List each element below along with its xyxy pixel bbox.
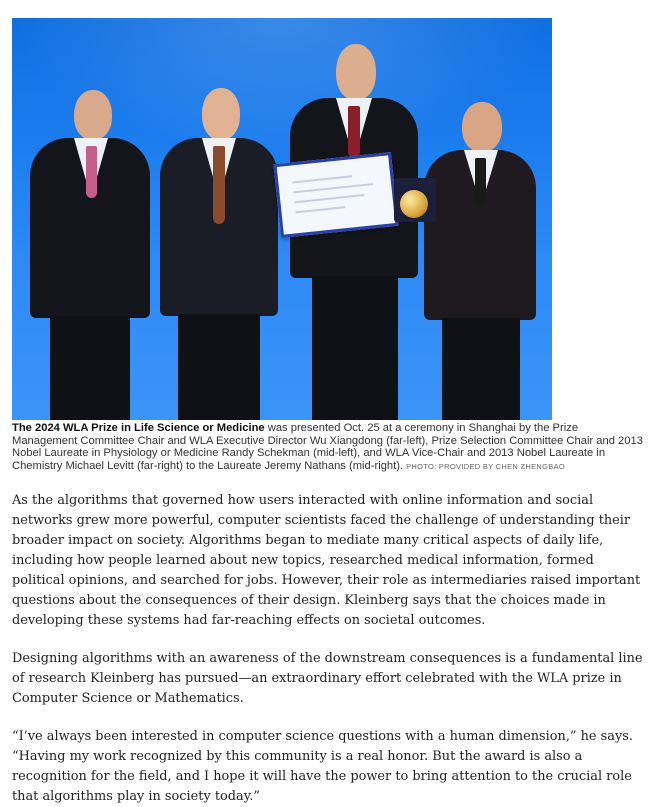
caption-bold: The 2024 WLA Prize in Life Science or Medicine xyxy=(12,422,265,434)
person-far-left xyxy=(30,90,150,420)
person-mid-left xyxy=(160,88,278,420)
medal xyxy=(400,190,428,218)
certificate xyxy=(273,152,398,238)
ceremony-photo xyxy=(12,18,552,420)
paragraph-1: As the algorithms that governed how users interacted with online information and social networks grew more powerful, computer scientists faced the challenge of understanding their broader impact on society. Algorithms began to mediate many critical aspects of daily life, including how people learned about new topics, researched medical information, formed political opinions, and searched for jobs. However, their role as intermediaries raised important questions about the consequences of their design. Kleinberg says that the choices made in developing these systems had far-reaching effects on societal outcomes. xyxy=(12,493,641,629)
paragraph-2: Designing algorithms with an awareness of the downstream consequences is a fundamental line of research Kleinberg has pursued—an extraordinary effort celebrated with the WLA prize in Computer Science or Mathematics. xyxy=(12,651,643,707)
article xyxy=(12,18,643,807)
photo-credit: PHOTO: PROVIDED BY CHEN ZHENGBAO xyxy=(406,461,566,471)
photo-figure xyxy=(12,18,643,473)
person-far-right xyxy=(424,102,536,420)
photo-caption xyxy=(12,422,643,473)
caption-text: was presented Oct. 25 at a ceremony in Shanghai by the Prize Management Committee Chair and WLA Executive Director Wu Xiangdong (far-left), Prize Selection Committee Chair and 2013 Nobel Laureate in Physiology or Medicine Randy Schekman (mid-left), and WLA Vice-Chair and 2013 Nobel Laureate in Chemistry Michael Levitt (far-right) to the Laureate Jeremy Nathans (mid-right). xyxy=(12,422,643,472)
paragraph-3: “I’ve always been interested in computer science questions with a human dimension,” he says. “Having my work recognized by this community is a real honor. But the award is also a recognition for the field, and I hope it will have the power to bring attention to the crucial role that algorithms play in society today.” xyxy=(12,729,633,805)
